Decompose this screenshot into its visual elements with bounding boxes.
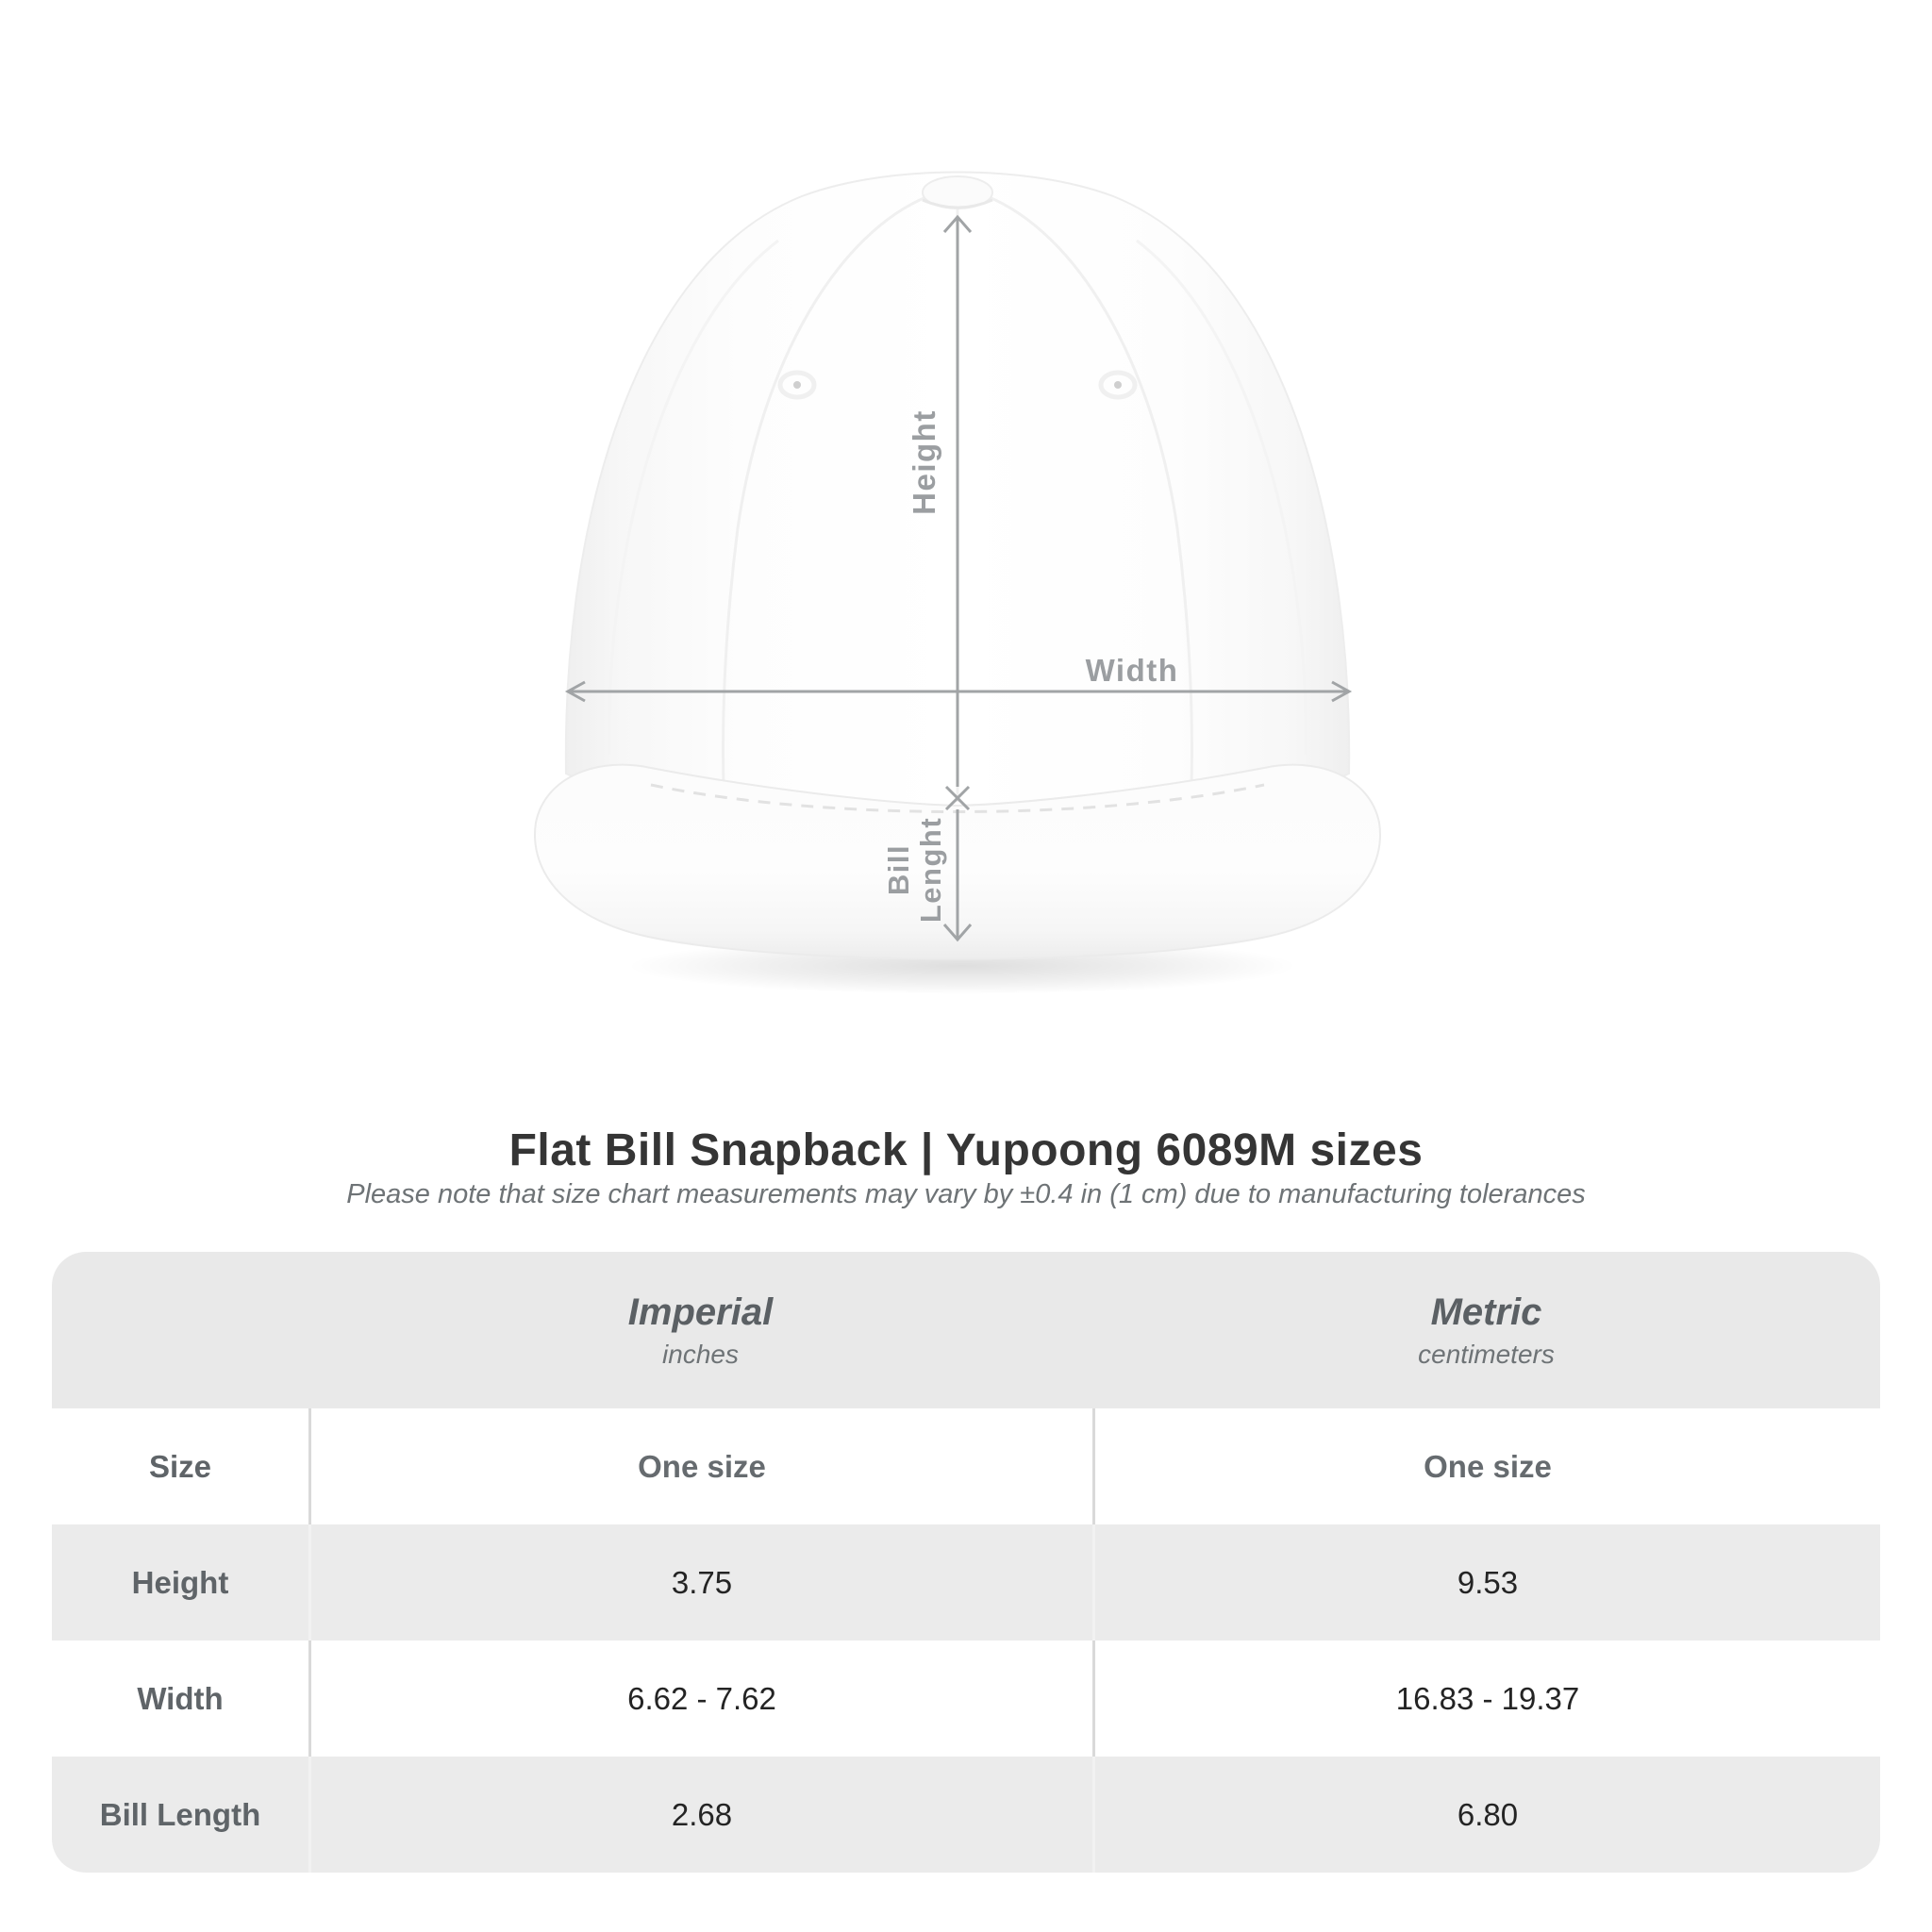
imperial-column-header bbox=[308, 1252, 1092, 1408]
crown-button bbox=[923, 176, 992, 208]
row-label: Width bbox=[137, 1680, 224, 1716]
size-table-body bbox=[52, 1408, 1880, 1873]
bill-length-label-line1: Bill bbox=[882, 843, 915, 896]
imperial-value: 3.75 bbox=[671, 1564, 733, 1600]
hat-illustration bbox=[519, 151, 1424, 1019]
imperial-value: 6.62 - 7.62 bbox=[627, 1680, 776, 1716]
metric-unit: centimeters bbox=[1418, 1339, 1555, 1369]
table-row-size bbox=[52, 1408, 1880, 1524]
page-title: Flat Bill Snapback | Yupoong 6089M sizes bbox=[508, 1125, 1424, 1175]
table-row-height bbox=[52, 1524, 1880, 1641]
tolerance-note: Please note that size chart measurements may vary by ±0.4 in (1 cm) due to manufacturing tolerances bbox=[346, 1179, 1586, 1209]
height-label: Height bbox=[907, 409, 941, 515]
bill-length-label-line2: Lenght bbox=[914, 816, 947, 924]
imperial-label: Imperial bbox=[627, 1291, 774, 1333]
row-label: Height bbox=[131, 1564, 229, 1600]
eyelet-left bbox=[780, 373, 814, 397]
row-label: Size bbox=[148, 1448, 212, 1484]
table-row-width bbox=[52, 1641, 1880, 1757]
eyelet-right bbox=[1101, 373, 1135, 397]
metric-value: One size bbox=[1424, 1448, 1552, 1484]
table-row-bill-length bbox=[52, 1757, 1880, 1873]
size-table-header bbox=[52, 1252, 1880, 1408]
row-label: Bill Length bbox=[99, 1796, 261, 1832]
metric-value: 6.80 bbox=[1457, 1796, 1519, 1832]
metric-column-header bbox=[1092, 1252, 1880, 1408]
metric-value: 9.53 bbox=[1457, 1564, 1519, 1600]
imperial-value: One size bbox=[638, 1448, 766, 1484]
metric-value: 16.83 - 19.37 bbox=[1395, 1680, 1580, 1716]
width-label: Width bbox=[1085, 653, 1179, 688]
size-table bbox=[52, 1252, 1880, 1873]
imperial-unit: inches bbox=[662, 1339, 739, 1369]
metric-label: Metric bbox=[1430, 1291, 1542, 1333]
imperial-value: 2.68 bbox=[671, 1796, 733, 1832]
hat-measurement-diagram bbox=[519, 151, 1424, 1019]
